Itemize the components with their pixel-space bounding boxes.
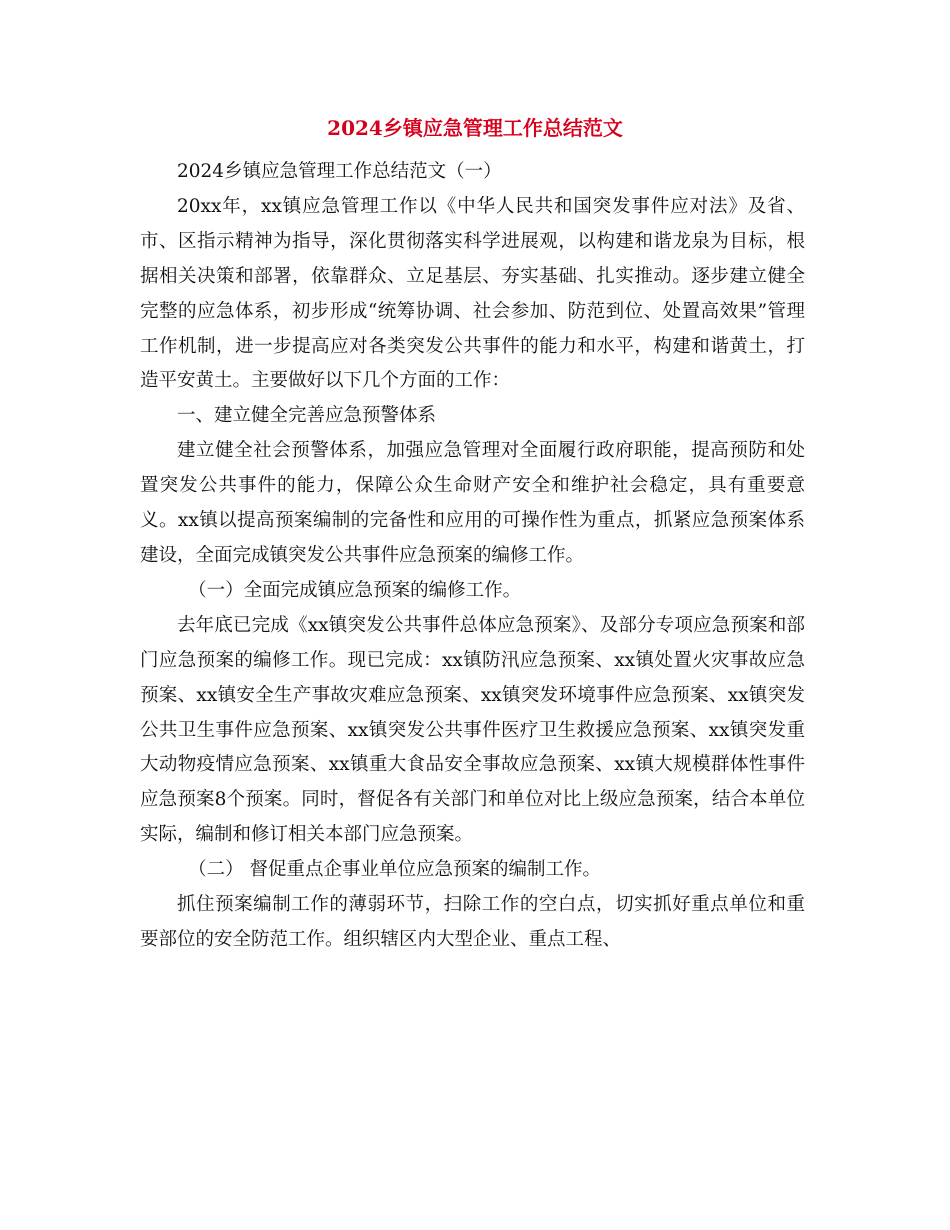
section-heading-part-one: 2024乡镇应急管理工作总结范文（一） [177,161,502,182]
document-body [140,155,805,958]
subheading-enterprise-plans: （二） 督促重点企事业单位应急预案的编制工作。 [188,859,601,881]
paragraph-plan-list: 去年底已完成《xx镇突发公共事件总体应急预案》、及部分专项应急预案和部门应急预案的编修工作。现已完成：xx镇防汛应急预案、xx镇处置火灾事故应急预案、xx镇安全生产事故灾难应急预案、xx镇突发环境事件应急预案、xx镇突发公共卫生事件应急预案、xx镇突发公共事件医疗卫生救援应急预案、xx镇突发重大动物疫情应急预案、xx镇重大食品安全事故应急预案、xx镇大规模群体性事件应急预案8个预案。同时，督促各有关部门和单位对比上级应急预案，结合本单位实际，编制和修订相关本部门应急预案。 [140,614,805,846]
intro-paragraph: 20xx年，xx镇应急管理工作以《中华人民共和国突发事件应对法》及省、市、区指示精神为指导，深化贯彻落实科学进展观，以构建和谐龙泉为目标，根据相关决策和部署，依靠群众、立足基层、夯实基础、扎实推动。逐步建立健全完整的应急体系，初步形成“统筹协调、社会参加、防范到位、处置高效果”管理工作机制，进一步提高应对各类突发公共事件的能力和水平，构建和谐黄土，打造平安黄土。主要做好以下几个方面的工作： [140,195,805,392]
document-title: 2024乡镇应急管理工作总结范文 [327,116,623,140]
paragraph-early-warning: 建立健全社会预警体系，加强应急管理对全面履行政府职能，提高预防和处置突发公共事件的能力，保障公众生命财产安全和维护社会稳定，具有重要意义。xx镇以提高预案编制的完备性和应用的可操作性为重点，抓紧应急预案体系建设，全面完成镇突发公共事件应急预案的编修工作。 [140,440,805,566]
section-heading-one: 一、建立健全完善应急预警体系 [177,405,437,427]
paragraph-weak-links: 抓住预案编制工作的薄弱环节，扫除工作的空白点，切实抓好重点单位和重要部位的安全防范工作。组织辖区内大型企业、重点工程、 [140,894,805,950]
subheading-plan-revision: （一）全面完成镇应急预案的编修工作。 [188,579,522,601]
